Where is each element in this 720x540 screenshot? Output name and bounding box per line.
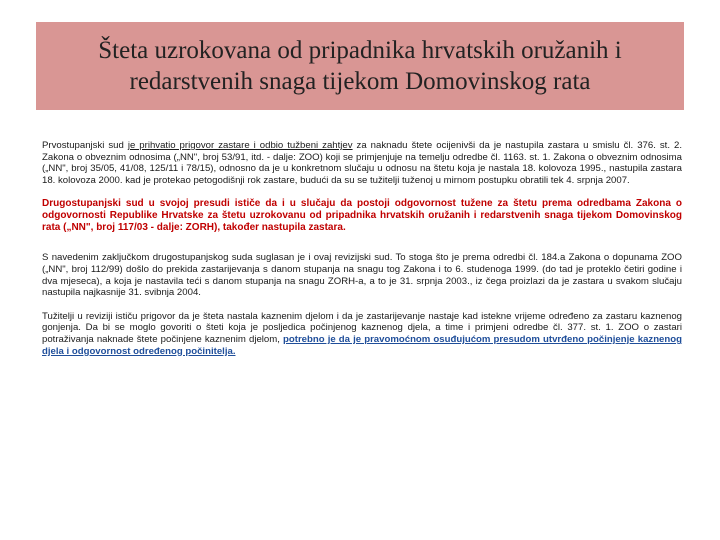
paragraph-revision-court: S navedenim zaključkom drugostupanjskog suda suglasan je i ovaj revizijski sud. To stoga što je prema odredbi čl. 184.a Zakona o dopunama ZOO („NN", broj 112/99) došlo do prekida zastarijevanja s danom stupanja na snagu tog Zakona i to 6. studenoga 1999. (do tad je proteklo četiri godine i dva mjeseca), a koja je nastavila teći s danom stupanja na snagu ZORH-a, a to je 31. srpnja 2003., iz čega proizlazi da je zastara u svakom slučaju nastupila najkasnije 31. svibnja 2004.	[42, 252, 682, 299]
slide-title-box	[36, 22, 684, 110]
paragraph-first-instance-post: za naknadu štete ocijenivši da je nastupila zastara u smislu čl. 376. st. 2. Zakona o obveznim odnosima („NN", broj 53/91, itd. - dalje: ZOO) koji se primjenjuje na temelju odredbe čl. 1163. st. 1. Zakona o obveznim odnosima („NN", broj 35/05, 41/08, 125/11 i 78/15), odnosno da je u konkretnom slučaju u odnosu na štetu koja je nastala 18. kolovoza 1995., nastupila zastara 18. kolovoza 2000. kad je protekao petogodišnji rok zastare, budući da su se tužitelji tuženoj u mirnom postupku obratili tek 4. srpnja 2007.	[42, 140, 682, 186]
paragraph-first-instance	[42, 140, 682, 186]
paragraph-plaintiffs-text: Tužitelji u reviziji ističu prigovor da je šteta nastala kaznenim djelom i da je zastarijevanje nastaje kad istekne vrijeme određeno za zastaru kaznenog gonjenja. Da bi se moglo govoriti o šteti koja je posljedica počinjenog kaznenog djela, a time i primjeni odredbe čl. 377. st. 1. ZOO o zastari potraživanja naknade štete počinjene kaznenim djelom,	[42, 310, 682, 345]
paragraph-second-instance: Drugostupanjski sud u svojoj presudi ističe da i u slučaju da postoji odgovornost tužene za štetu prema odredbama Zakona o odgovornosti Republike Hrvatske za štetu uzrokovanu od pripadnika hrvatskih oružanih i redarstvenih snaga tijekom Domovinskog rata („NN", broj 117/03 - dalje: ZORH), također nastupila zastara.	[42, 198, 682, 234]
paragraph-plaintiffs	[42, 311, 682, 357]
paragraph-plaintiffs-link[interactable]: potrebno je da je pravomoćnom osuđujućom presudom utvrđeno počinjenje kaznenog djela i odgovornost određenog počinitelja.	[42, 333, 682, 357]
slide-title: Šteta uzrokovana od pripadnika hrvatskih oružanih i redarstvenih snaga tijekom Domovinskog rata	[98, 37, 622, 95]
paragraph-first-instance-underlined: je prihvatio prigovor zastare i odbio tužbeni zahtjev	[127, 140, 353, 151]
slide-body	[42, 140, 682, 369]
paragraph-first-instance-pre: Prvostupanjski sud	[42, 140, 128, 151]
